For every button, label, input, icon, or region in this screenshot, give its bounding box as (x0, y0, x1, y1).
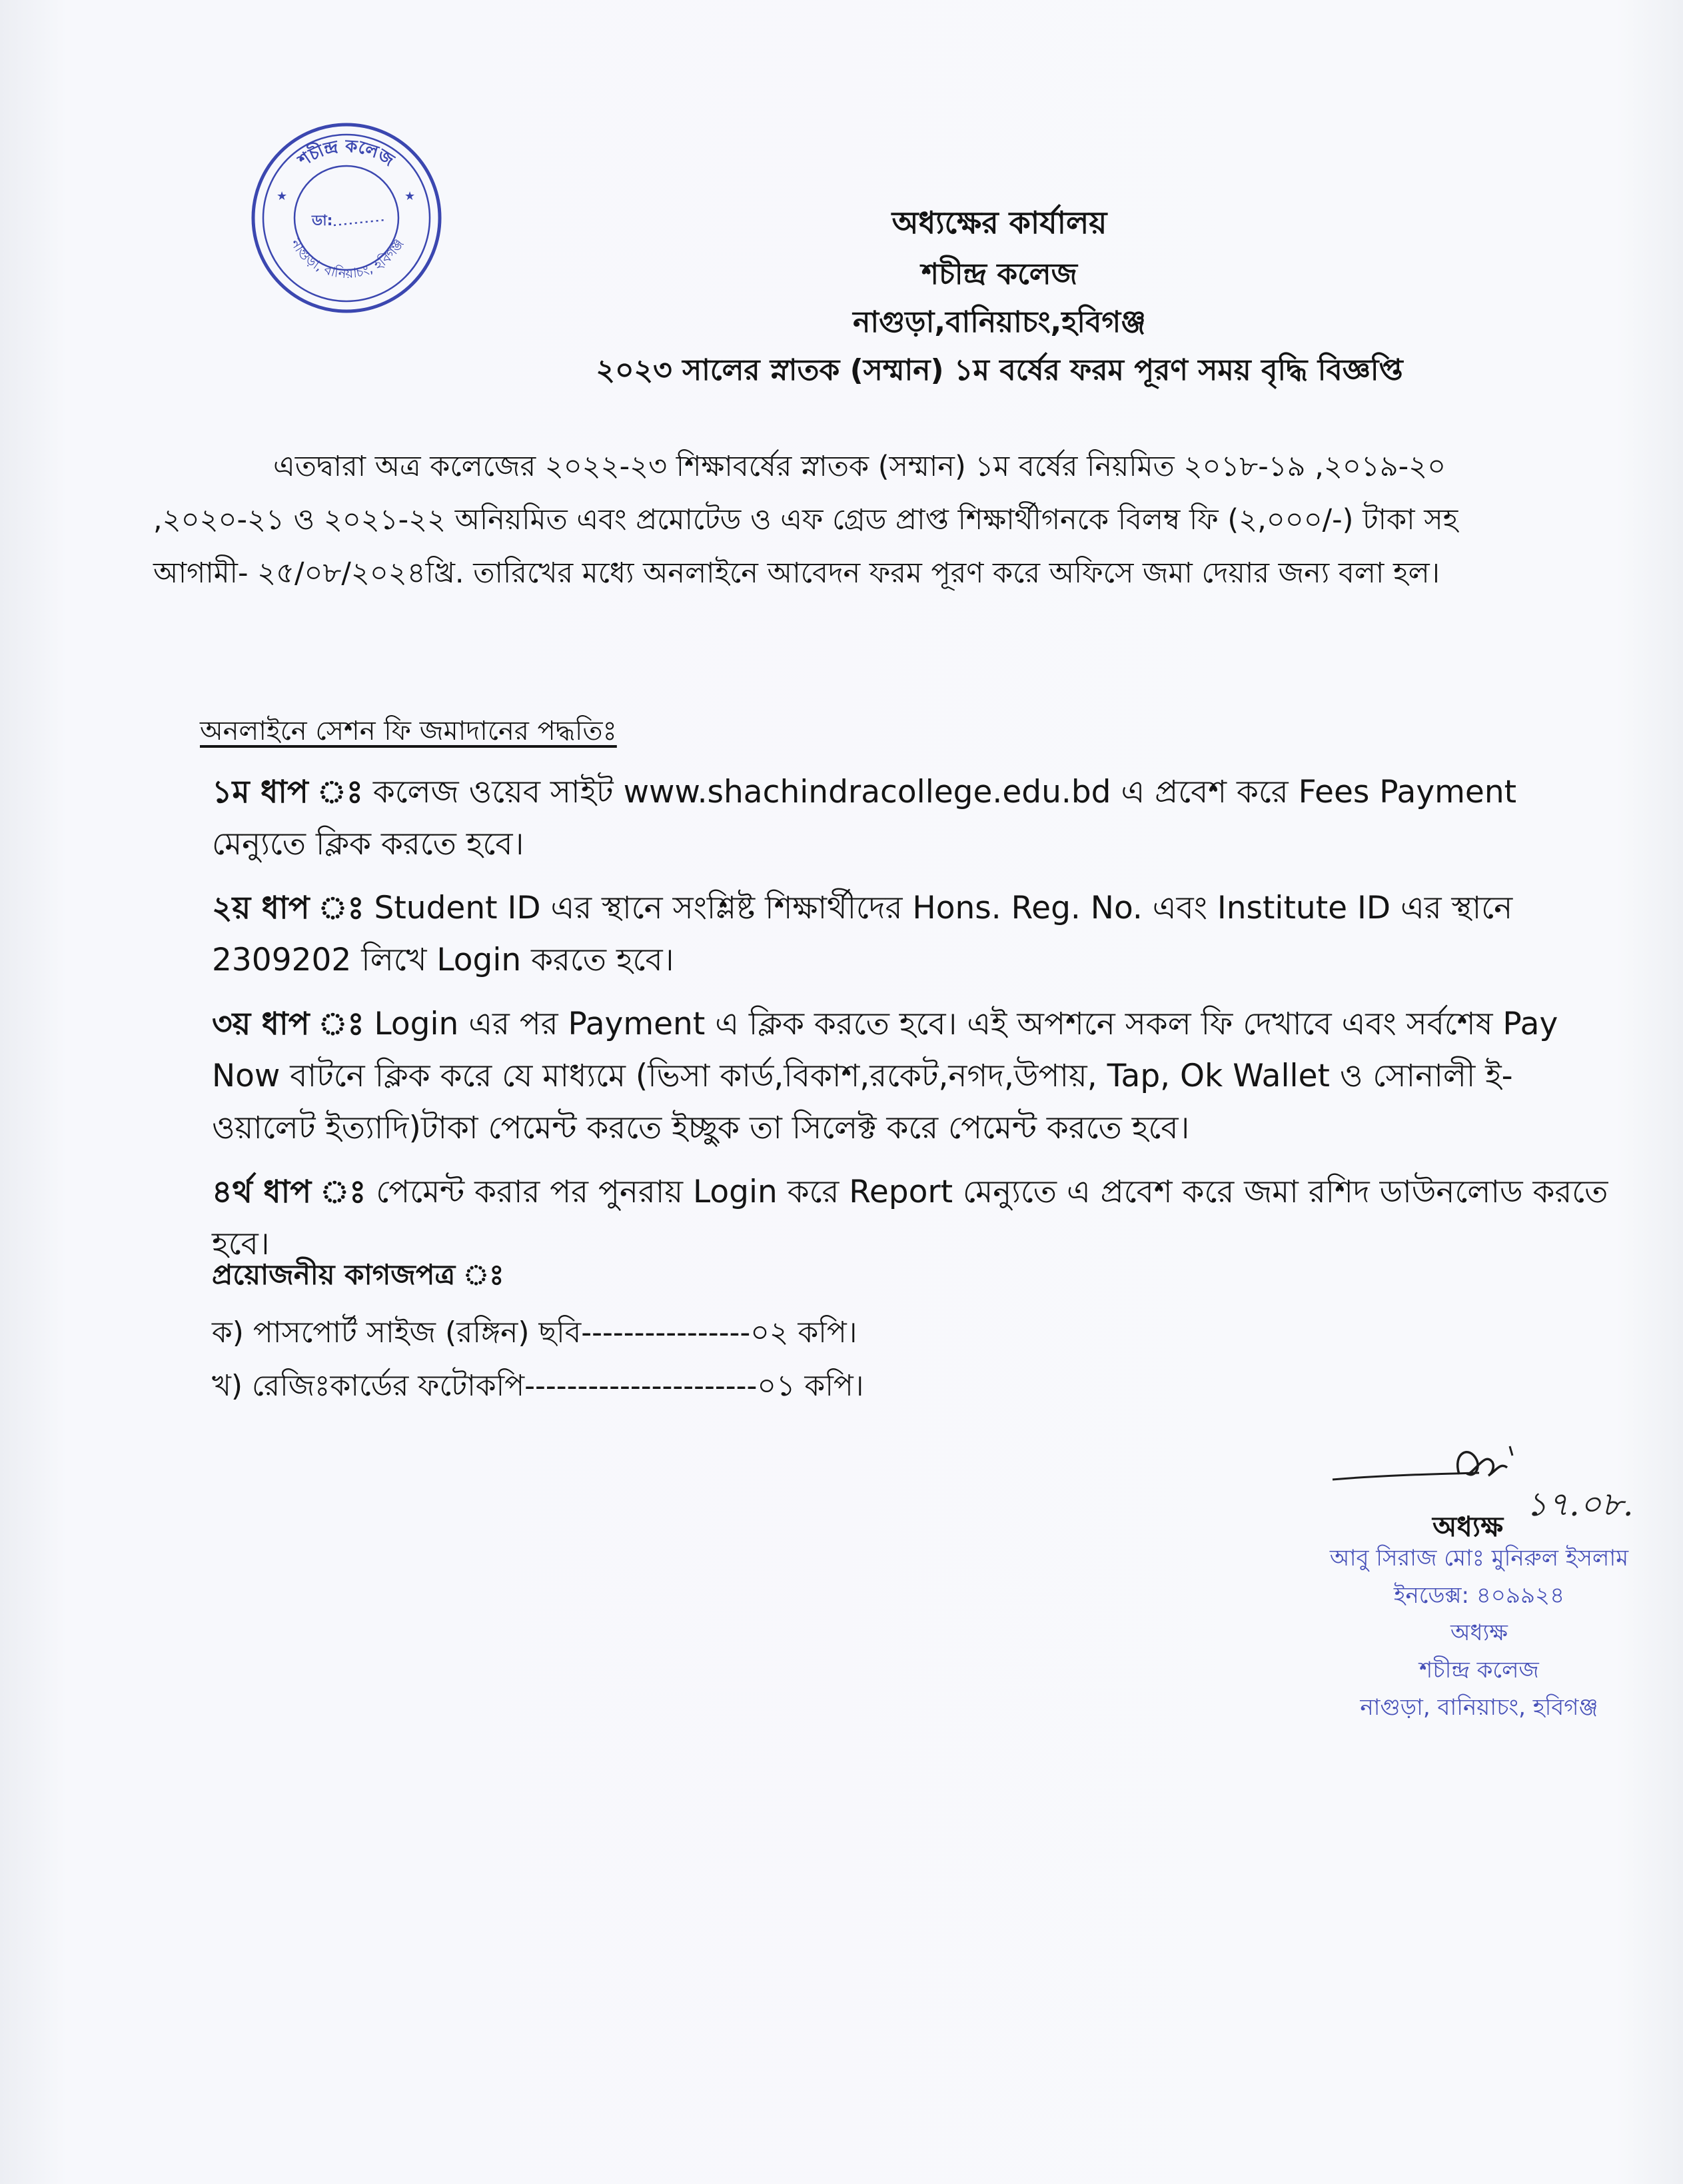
signature-date: ১৭.০৮. (1526, 1485, 1634, 1524)
notice-body-line: আগামী- ২৫/০৮/২০২৪খ্রি. তারিখের মধ্যে অনলাইনে আবেদন ফরম পূরণ করে অফিসে জমা দেয়ার জন্য বলা হল। (153, 556, 1440, 590)
seal-name: আবু সিরাজ মোঃ মুনিরুল ইসলাম (1329, 1545, 1629, 1572)
stamp-marker: ডা: (312, 213, 333, 229)
seal-index: ইনডেক্স: ৪০৯৯২৪ (1393, 1582, 1565, 1609)
step-text: কলেজ ওয়েব সাইট www.shachindracollege.edu.bd এ প্রবেশ করে Fees Payment (372, 774, 1517, 810)
step-text: মেন্যুতে ক্লিক করতে হবে। (212, 826, 524, 862)
method-heading: অনলাইনে সেশন ফি জমাদানের পদ্ধতিঃ (200, 716, 617, 746)
seal-college: শচীন্দ্র কলেজ (1419, 1657, 1539, 1683)
step-item (212, 766, 1578, 870)
notice-title: ২০২৩ সালের স্নাতক (সম্মান) ১ম বর্ষের ফরম পূরণ সময় বৃদ্ধি বিজ্ঞপ্তি (596, 353, 1403, 387)
step-label: ৪র্থ ধাপ ঃ (212, 1174, 366, 1210)
step-label: ২য় ধাপ ঃ (212, 890, 364, 926)
step-label: ১ম ধাপ ঃ (212, 774, 363, 810)
svg-text:★: ★ (404, 189, 416, 203)
step-label: ৩য় ধাপ ঃ (212, 1006, 364, 1042)
step-text: পেমেন্ট করার পর পুনরায় Login করে Report মেন্যুতে এ প্রবেশ করে জমা রশিদ ডাউনলোড করতে (376, 1174, 1608, 1210)
seal-designation: অধ্যক্ষ (1450, 1620, 1508, 1646)
notice-body-line: এতদ্বারা অত্র কলেজের ২০২২-২৩ শিক্ষাবর্ষের স্নাতক (সম্মান) ১ম বর্ষের নিয়মিত ২০১৮-১৯ ,২০১৯-২০ (273, 450, 1446, 483)
step-text: Login এর পর Payment এ ক্লিক করতে হবে। এই অপশনে সকল ফি দেখাবে এবং সর্বশেষ Pay (374, 1006, 1558, 1042)
seal-address: নাগুড়া, বানিয়াচং, হবিগঞ্জ (1360, 1694, 1598, 1721)
step-text: 2309202 লিখে Login করতে হবে। (212, 942, 674, 978)
college-name: শচীন্দ্র কলেজ (921, 257, 1077, 291)
notice-body (153, 440, 1586, 600)
svg-text:★: ★ (277, 189, 288, 203)
payment-steps (212, 766, 1608, 1282)
college-address: নাগুড়া,বানিয়াচং,হবিগঞ্জ (853, 305, 1146, 339)
documents-list (212, 1306, 864, 1413)
document-item: খ) রেজিঃকার্ডের ফটোকপি----------------------০১ কপি। (212, 1369, 864, 1403)
step-text: Now বাটনে ক্লিক করে যে মাধ্যমে (ভিসা কার্ড,বিকাশ,রকেট,নগদ,উপায়, Tap, Ok Wallet ও সোনালী ই- (212, 1058, 1513, 1094)
stamp-address-text: নাগুড়া, বানিয়াচং, হবিগঞ্জ (287, 236, 407, 282)
documents-heading: প্রয়োজনীয় কাগজপত্র ঃ (212, 1258, 504, 1291)
office-heading: অধ্যক্ষের কার্যালয় (891, 205, 1107, 241)
step-item (212, 998, 1578, 1154)
notice-body-line: ,২০২০-২১ ও ২০২১-২২ অনিয়মিত এবং প্রমোটেড ও এফ গ্রেড প্রাপ্ত শিক্ষার্থীগনকে বিলম্ব ফি (২,০০০/-) টাকা সহ (153, 503, 1458, 537)
step-text: Student ID এর স্থানে সংশ্লিষ্ট শিক্ষার্থীদের Hons. Reg. No. এবং Institute ID এর স্থানে (374, 890, 1513, 926)
step-item (212, 882, 1578, 986)
signature-title: অধ্যক্ষ (1432, 1510, 1504, 1543)
principal-seal (1319, 1540, 1639, 1726)
svg-text:নাগুড়া, বানিয়াচং, হবিগঞ্জ (287, 235, 406, 281)
step-text: হবে। (212, 1226, 270, 1262)
step-text: ওয়ালেট ইত্যাদি)টাকা পেমেন্ট করতে ইচ্ছুক তা সিলেক্ট করে পেমেন্ট করতে হবে। (212, 1110, 1190, 1146)
stamp-college-text: শচীন্দ্র কলেজ (294, 136, 398, 171)
document-item: ক) পাসপোর্ট সাইজ (রঙ্গিন) ছবি----------------০২ কপি। (212, 1316, 857, 1350)
